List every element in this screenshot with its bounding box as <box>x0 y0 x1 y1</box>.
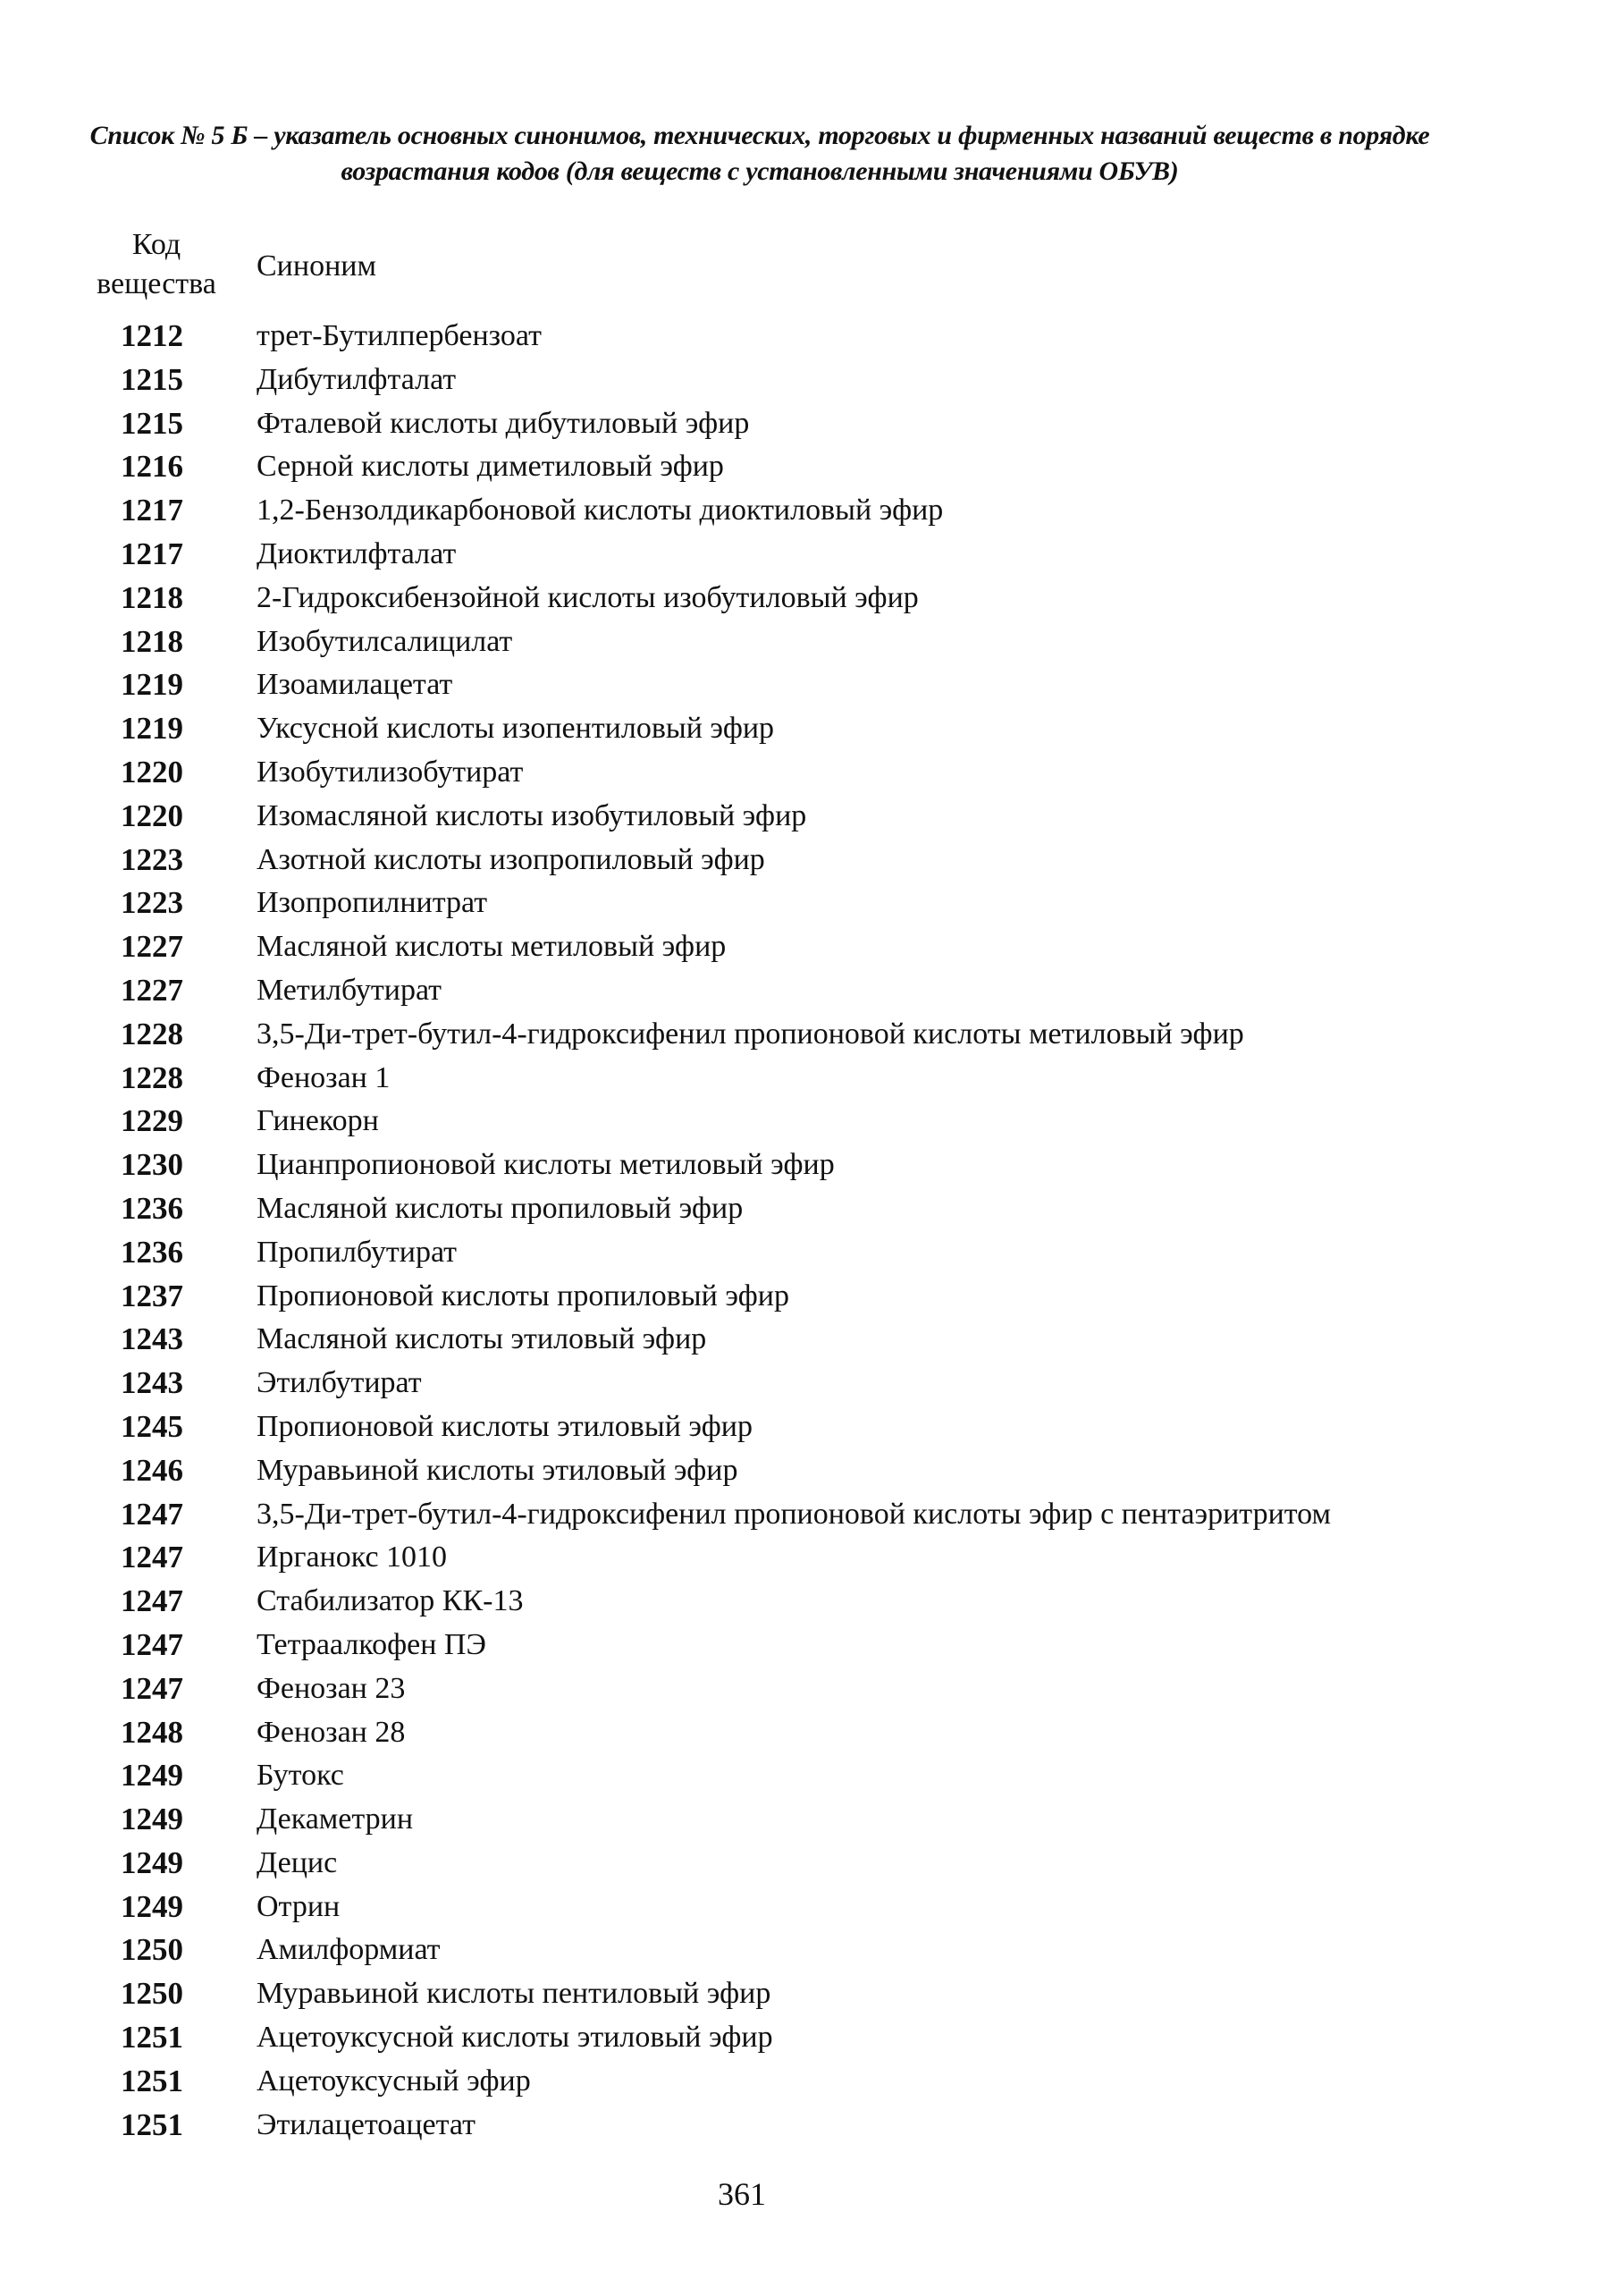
synonym-text: Масляной кислоты пропиловый эфир <box>257 1191 744 1225</box>
substance-code: 1218 <box>121 579 183 615</box>
synonym-text: Муравьиной кислоты пентиловый эфир <box>257 1977 771 2011</box>
table-row <box>72 1624 1519 1667</box>
table-row <box>72 402 1519 446</box>
table-row <box>72 1842 1519 1886</box>
substance-code: 1219 <box>121 711 183 747</box>
substance-code: 1247 <box>121 1496 183 1532</box>
code-column-header <box>80 225 232 304</box>
substance-code: 1216 <box>121 449 183 485</box>
table-row <box>72 1972 1519 2016</box>
substance-code: 1245 <box>121 1408 183 1444</box>
substance-code: 1236 <box>121 1190 183 1226</box>
substance-code: 1250 <box>121 1976 183 2012</box>
substance-code: 1247 <box>121 1540 183 1575</box>
substance-code: 1247 <box>121 1626 183 1662</box>
synonym-text: Масляной кислоты этиловый эфир <box>257 1322 707 1356</box>
synonym-text: Децис <box>257 1845 338 1879</box>
table-row <box>72 1057 1519 1101</box>
synonym-text: Уксусной кислоты изопентиловый эфир <box>257 712 775 746</box>
synonym-text: Цианпропионовой кислоты метиловый эфир <box>257 1148 835 1182</box>
synonym-text: Ацетоуксусный эфир <box>257 2064 531 2098</box>
substance-code: 1223 <box>121 885 183 921</box>
table-row <box>72 795 1519 839</box>
synonym-text: Азотной кислоты изопропиловый эфир <box>257 842 765 876</box>
synonym-text: Изобутилсалицилат <box>257 624 513 658</box>
substance-code: 1247 <box>121 1583 183 1619</box>
synonym-text: Серной кислоты диметиловый эфир <box>257 450 724 484</box>
substance-code: 1228 <box>121 1059 183 1095</box>
table-row <box>72 1536 1519 1580</box>
table-row <box>72 1405 1519 1449</box>
table-row <box>72 1754 1519 1798</box>
table-row <box>72 1580 1519 1624</box>
table-row <box>72 1929 1519 1972</box>
substance-code: 1236 <box>121 1234 183 1270</box>
table-row <box>72 1231 1519 1275</box>
substance-code: 1223 <box>121 841 183 877</box>
synonym-table <box>72 315 1519 2147</box>
page-number: 361 <box>718 2176 766 2212</box>
substance-code: 1218 <box>121 623 183 659</box>
substance-code: 1246 <box>121 1452 183 1488</box>
table-row <box>72 2104 1519 2148</box>
table-row <box>72 2016 1519 2060</box>
table-row <box>72 533 1519 577</box>
substance-code: 1251 <box>121 2063 183 2098</box>
table-row <box>72 969 1519 1013</box>
synonym-text: Пропионовой кислоты пропиловый эфир <box>257 1279 789 1313</box>
substance-code: 1215 <box>121 405 183 441</box>
substance-code: 1212 <box>121 318 183 353</box>
table-row <box>72 882 1519 925</box>
substance-code: 1250 <box>121 1932 183 1968</box>
synonym-text: Стабилизатор КК-13 <box>257 1584 524 1618</box>
table-row <box>72 1667 1519 1711</box>
table-row <box>72 1187 1519 1231</box>
document-title: Список № 5 Б – указатель основных синонимов, технических, торговых и фирменных названий веществ в порядке возрастания кодов (для веществ с установленными значениями ОБУВ) <box>89 121 1430 186</box>
synonym-text: Изопропилнитрат <box>257 886 488 920</box>
table-row <box>72 1100 1519 1144</box>
synonym-text: Изобутилизобутират <box>257 755 524 789</box>
synonym-text: Амилформиат <box>257 1933 441 1967</box>
synonym-text: Тетраалкофен ПЭ <box>257 1627 486 1661</box>
synonym-text: Метилбутират <box>257 973 442 1007</box>
table-row <box>72 707 1519 751</box>
substance-code: 1227 <box>121 972 183 1008</box>
synonym-text: Фталевой кислоты дибутиловый эфир <box>257 406 750 440</box>
substance-code: 1249 <box>121 1758 183 1794</box>
table-row <box>72 1886 1519 1929</box>
code-header-line2: вещества <box>97 267 216 300</box>
substance-code: 1220 <box>121 798 183 833</box>
synonym-text: Пропионовой кислоты этиловый эфир <box>257 1409 753 1443</box>
synonym-text: Этилацетоацетат <box>257 2107 476 2141</box>
table-row <box>72 1711 1519 1755</box>
table-row <box>72 1449 1519 1493</box>
synonym-text: Изоамилацетат <box>257 668 453 702</box>
table-row <box>72 663 1519 707</box>
substance-code: 1230 <box>121 1147 183 1183</box>
synonym-text: Диоктилфталат <box>257 536 457 570</box>
synonym-column-header: Синоним <box>257 249 376 283</box>
synonym-text: Ирганокс 1010 <box>257 1541 448 1574</box>
synonym-text: Фенозан 28 <box>257 1715 406 1749</box>
table-row <box>72 1362 1519 1405</box>
synonym-text: Отрин <box>257 1889 341 1923</box>
table-row <box>72 577 1519 620</box>
synonym-text: Пропилбутират <box>257 1235 458 1269</box>
table-row <box>72 620 1519 664</box>
synonym-text: Ацетоуксусной кислоты этиловый эфир <box>257 2021 773 2055</box>
table-row <box>72 2060 1519 2104</box>
table-row <box>72 359 1519 402</box>
substance-code: 1251 <box>121 2106 183 2142</box>
table-row <box>72 1144 1519 1187</box>
substance-code: 1243 <box>121 1321 183 1357</box>
table-row <box>72 489 1519 533</box>
substance-code: 1219 <box>121 667 183 703</box>
table-header <box>72 225 1502 306</box>
table-row <box>72 839 1519 882</box>
synonym-text: 1,2-Бензолдикарбоновой кислоты диоктиловый эфир <box>257 494 944 528</box>
substance-code: 1249 <box>121 1888 183 1924</box>
synonym-text: 2-Гидроксибензойной кислоты изобутиловый эфир <box>257 580 919 614</box>
synonym-text: Этилбутират <box>257 1366 422 1400</box>
table-row <box>72 1493 1519 1537</box>
synonym-text: Дибутилфталат <box>257 362 457 396</box>
substance-code: 1237 <box>121 1278 183 1313</box>
substance-code: 1248 <box>121 1714 183 1750</box>
substance-code: 1215 <box>121 361 183 397</box>
substance-code: 1247 <box>121 1670 183 1706</box>
substance-code: 1220 <box>121 754 183 789</box>
substance-code: 1251 <box>121 2020 183 2055</box>
table-row <box>72 445 1519 489</box>
synonym-text: Бутокс <box>257 1759 344 1793</box>
substance-code: 1217 <box>121 493 183 528</box>
synonym-text: Масляной кислоты метиловый эфир <box>257 930 727 964</box>
table-row <box>72 1013 1519 1057</box>
substance-code: 1229 <box>121 1103 183 1139</box>
substance-code: 1217 <box>121 536 183 571</box>
synonym-text: Фенозан 1 <box>257 1060 391 1094</box>
substance-code: 1228 <box>121 1016 183 1051</box>
synonym-text: Муравьиной кислоты этиловый эфир <box>257 1453 738 1487</box>
synonym-text: Фенозан 23 <box>257 1671 406 1705</box>
code-header-line1: Код <box>131 228 181 261</box>
substance-code: 1249 <box>121 1802 183 1837</box>
table-row <box>72 1798 1519 1842</box>
synonym-text: 3,5-Ди-трет-бутил-4-гидроксифенил пропионовой кислоты эфир с пентаэритритом <box>257 1497 1332 1531</box>
table-row <box>72 925 1519 969</box>
substance-code: 1227 <box>121 929 183 965</box>
synonym-text: Декаметрин <box>257 1802 414 1836</box>
substance-code: 1249 <box>121 1844 183 1880</box>
substance-code: 1243 <box>121 1365 183 1401</box>
table-row <box>72 315 1519 359</box>
table-row <box>72 751 1519 795</box>
synonym-text: трет-Бутилпербензоат <box>257 319 542 352</box>
table-row <box>72 1318 1519 1362</box>
table-row <box>72 1275 1519 1319</box>
synonym-text: 3,5-Ди-трет-бутил-4-гидроксифенил пропионовой кислоты метиловый эфир <box>257 1017 1244 1051</box>
synonym-text: Изомасляной кислоты изобутиловый эфир <box>257 798 807 832</box>
synonym-text: Гинекорн <box>257 1104 379 1138</box>
